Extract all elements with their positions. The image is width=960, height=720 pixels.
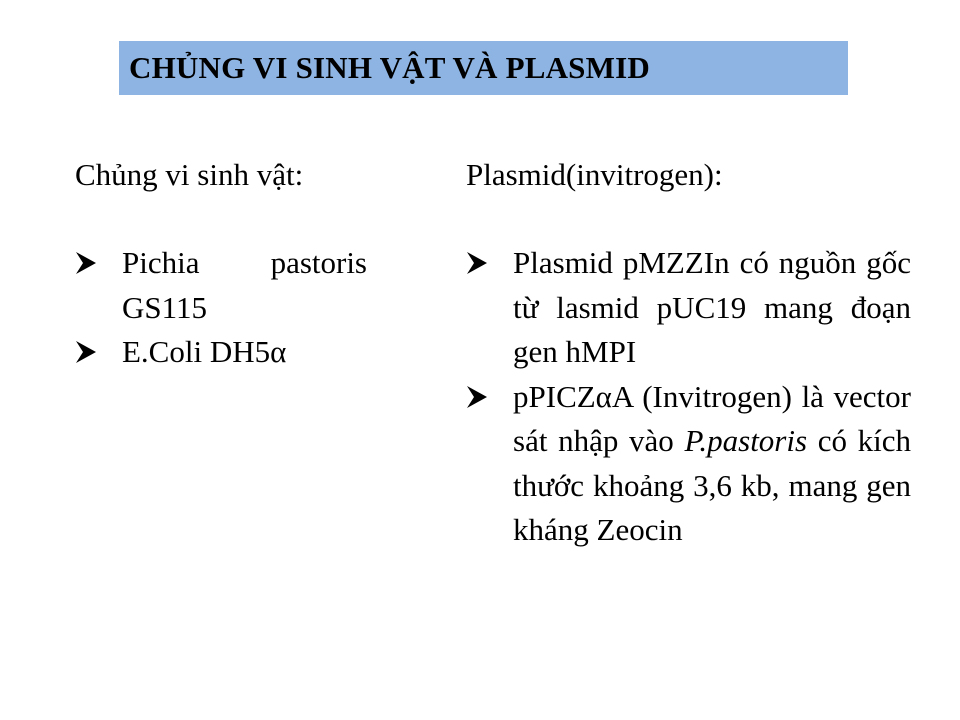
- list-item-text-start: pPICZαA (Invitrogen) là vector sát nhập vào: [513, 378, 911, 458]
- title-bar: [119, 41, 848, 95]
- species-name: P.pastoris: [684, 423, 808, 458]
- right-arrowhead-icon: [466, 251, 488, 275]
- right-arrowhead-icon: [75, 251, 97, 275]
- list-item-text: Pichia pastoris GS115: [122, 245, 367, 325]
- list-item: [466, 241, 911, 375]
- right-arrowhead-icon: [75, 340, 97, 364]
- list-item: [466, 375, 911, 553]
- left-column: [75, 153, 367, 375]
- right-arrowhead-icon: [466, 385, 488, 409]
- right-column-heading: Plasmid(invitrogen):: [466, 157, 723, 192]
- left-bullet-list: [75, 241, 367, 375]
- right-bullet-list: [466, 241, 911, 553]
- slide-title: CHỦNG VI SINH VẬT VÀ PLASMID: [129, 50, 650, 85]
- right-column: [466, 153, 911, 553]
- list-item: [75, 330, 367, 375]
- left-column-heading: Chủng vi sinh vật:: [75, 157, 304, 192]
- list-item-text: E.Coli DH5α: [122, 334, 287, 369]
- list-item-text: Plasmid pMZZIn có nguồn gốc từ lasmid pUC19 mang đoạn gen hMPI: [513, 245, 911, 369]
- list-item: [75, 241, 367, 330]
- list-item-text-end: có kích thước khoảng 3,6 kb, mang gen kháng Zeocin: [513, 423, 911, 547]
